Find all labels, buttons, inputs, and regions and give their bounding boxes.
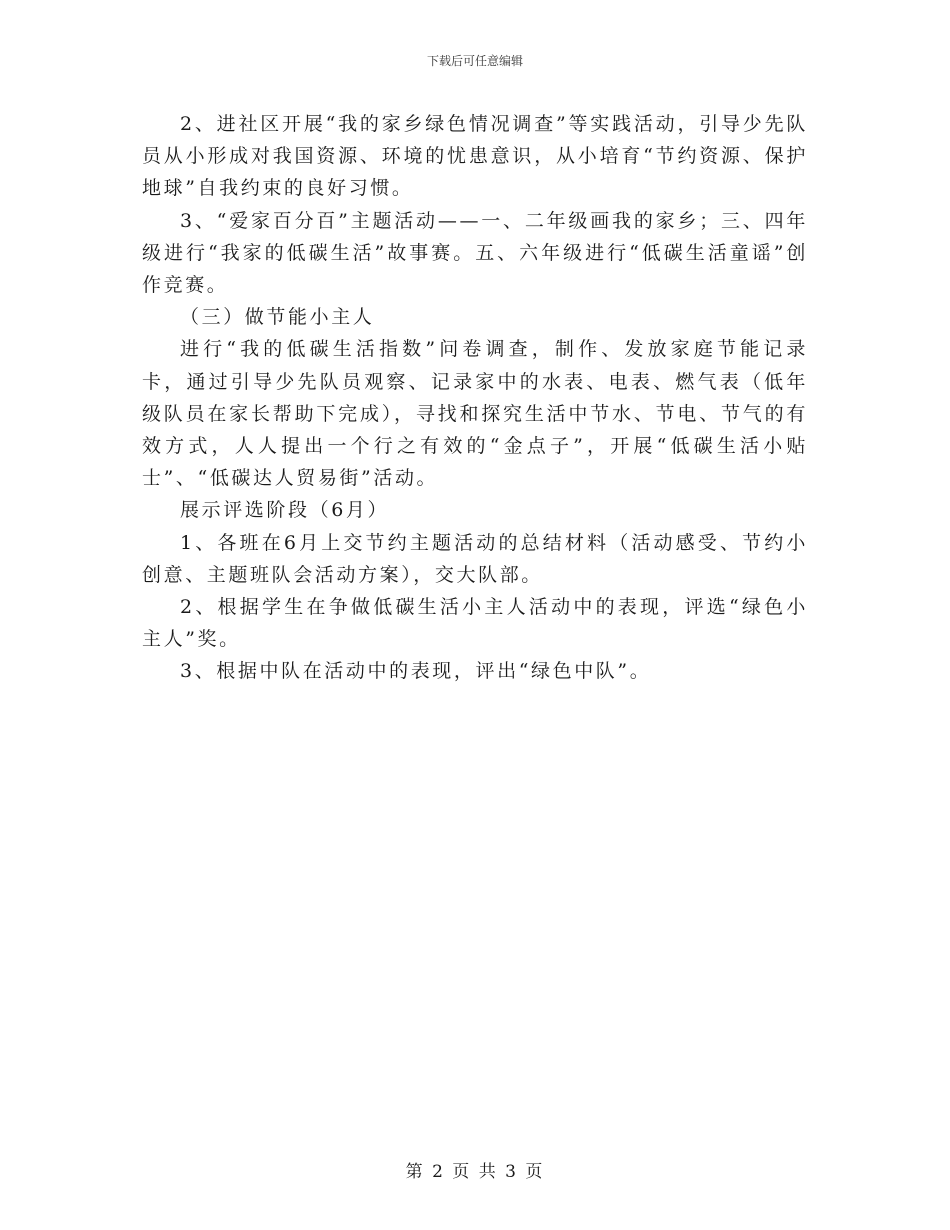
page-header-note: 下载后可任意编辑 <box>426 54 523 68</box>
section-heading-energy-saver: （三）做节能小主人 <box>180 306 375 329</box>
page-number-footer: 第 2 页 共 3 页 <box>405 1162 545 1182</box>
paragraph-class-summary: 1、各班在6月上交节约主题活动的总结材料（活动感受、节约小创意、主题班队会活动方案），交大队部。 <box>142 531 808 586</box>
paragraph-community-survey: 2、进社区开展“我的家乡绿色情况调查”等实践活动，引导少先队员从小形成对我国资源、环境的忧患意识，从小培育“节约资源、保护地球”自我约束的良好习惯。 <box>142 113 808 200</box>
paragraph-green-squad-award: 3、根据中队在活动中的表现，评出“绿色中队”。 <box>180 660 652 683</box>
paragraph-love-home-activity: 3、“爱家百分百”主题活动——一、二年级画我的家乡；三、四年级进行“我家的低碳生活”故事赛。五、六年级进行“低碳生活童谣”创作竞赛。 <box>142 209 808 297</box>
paragraph-green-master-award: 2、根据学生在争做低碳生活小主人活动中的表现，评选“绿色小主人”奖。 <box>142 596 808 651</box>
paragraph-low-carbon-survey: 进行“我的低碳生活指数”问卷调查，制作、发放家庭节能记录卡，通过引导少先队员观察、记录家中的水表、电表、燃气表（低年级队员在家长帮助下完成），寻找和探究生活中节水、节电、节气的有效方式，人人提出一个行之有效的“金点子”，开展“低碳生活小贴士”、“低碳达人贸易街”活动。 <box>142 338 808 490</box>
section-heading-exhibition-stage: 展示评选阶段（6月） <box>180 499 390 522</box>
document-body <box>142 108 808 688</box>
